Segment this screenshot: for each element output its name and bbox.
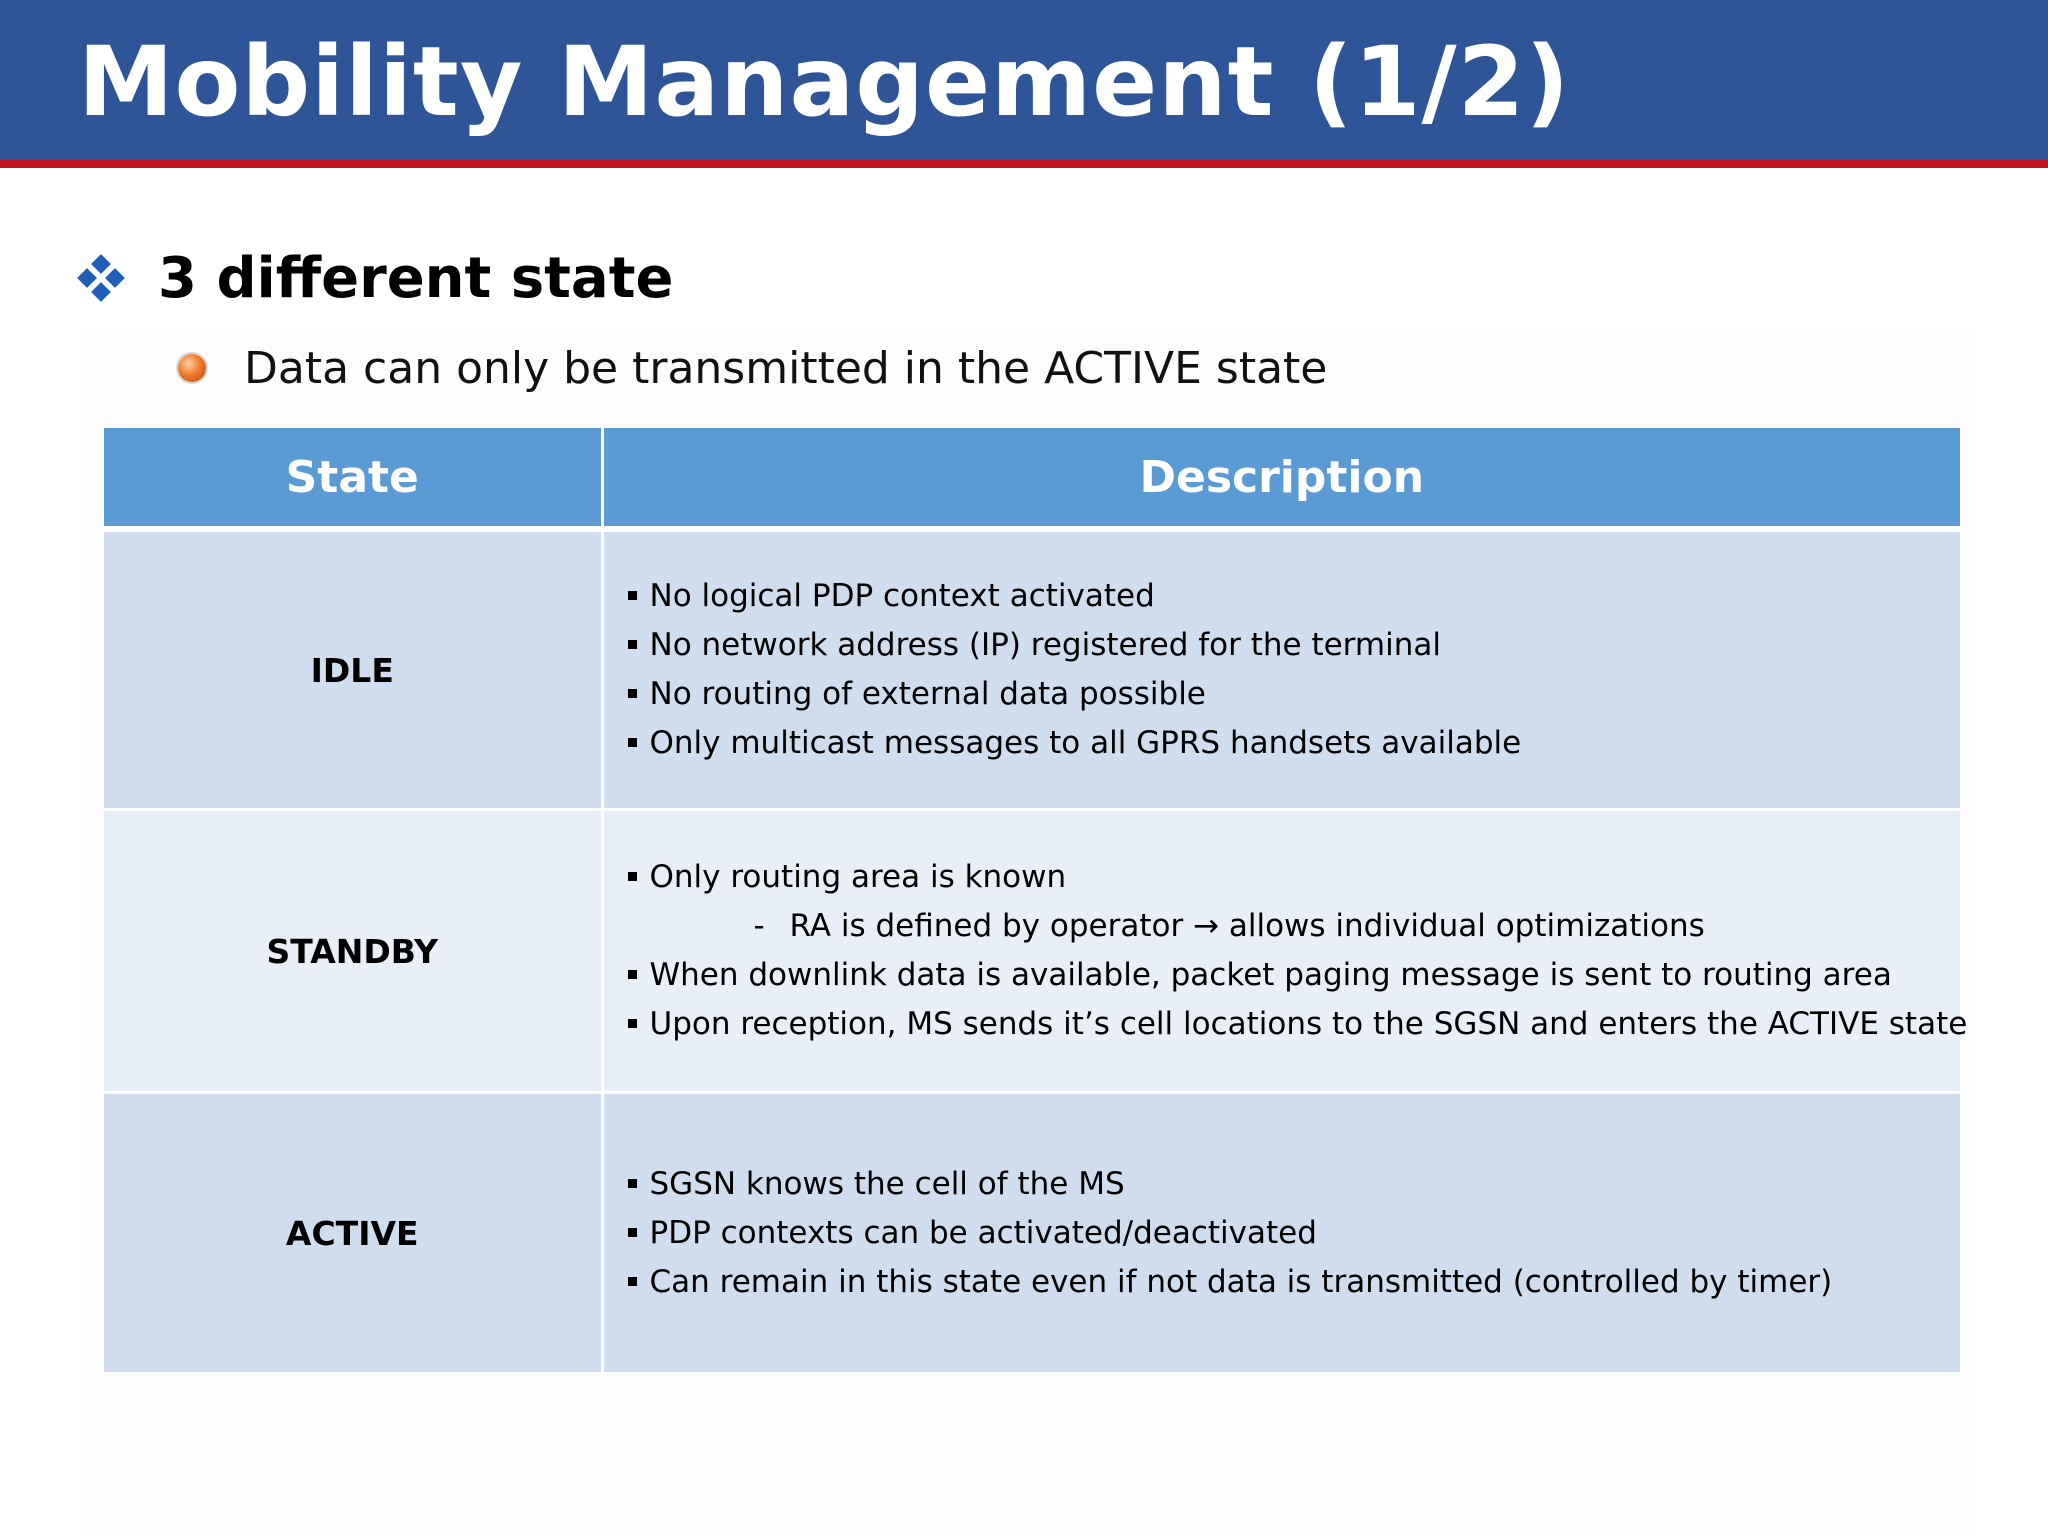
header-state: State [104, 428, 602, 529]
table-row-active [104, 1093, 1960, 1374]
list-item: Can remain in this state even if not data is transmitted (controlled by timer) [626, 1258, 1961, 1307]
state-table [104, 428, 1968, 1375]
state-name: ACTIVE [285, 1213, 419, 1253]
description-list [626, 1160, 1961, 1307]
state-name: IDLE [310, 650, 394, 690]
dash-marker: - [753, 908, 765, 944]
level1-bullet-text: 3 different state [158, 245, 674, 311]
header-description: Description [602, 428, 1960, 529]
orange-ball-bullet-icon [178, 354, 206, 382]
title-bar [0, 0, 2048, 168]
state-cell [104, 1093, 602, 1374]
level1-bullet [78, 238, 673, 318]
list-item: When downlink data is available, packet paging message is sent to routing area [626, 951, 1961, 1000]
description-cell [602, 810, 1968, 1093]
description-cell [602, 1093, 1960, 1374]
slide-title: Mobility Management (1/2) [78, 26, 1571, 138]
description-list [626, 853, 1968, 1049]
sub-list-item [626, 902, 1961, 951]
list-item: No network address (IP) registered for the terminal [626, 621, 1961, 670]
state-name: STANDBY [266, 931, 438, 971]
list-item: PDP contexts can be activated/deactivated [626, 1209, 1961, 1258]
list-item: Only multicast messages to all GPRS handsets available [626, 719, 1961, 768]
level2-bullet-text: Data can only be transmitted in the ACTIVE state [244, 342, 1328, 394]
table-row-standby [104, 810, 1960, 1093]
list-item: No logical PDP context activated [626, 572, 1961, 621]
list-item: SGSN knows the cell of the MS [626, 1160, 1961, 1209]
table-row-idle [104, 529, 1960, 810]
list-item: Upon reception, MS sends it’s cell locations to the SGSN and enters the ACTIVE state [626, 1000, 1961, 1049]
state-cell [104, 810, 602, 1093]
level2-bullet [178, 336, 1327, 400]
sub-list-item-text: RA is defined by operator → allows individual optimizations [789, 908, 1705, 944]
list-item: Only routing area is known [626, 853, 1961, 902]
description-list [626, 572, 1961, 768]
table-header-row [104, 428, 1960, 529]
state-cell [104, 529, 602, 810]
diamond-bullet-icon [78, 255, 124, 301]
description-cell [602, 529, 1960, 810]
list-item: No routing of external data possible [626, 670, 1961, 719]
